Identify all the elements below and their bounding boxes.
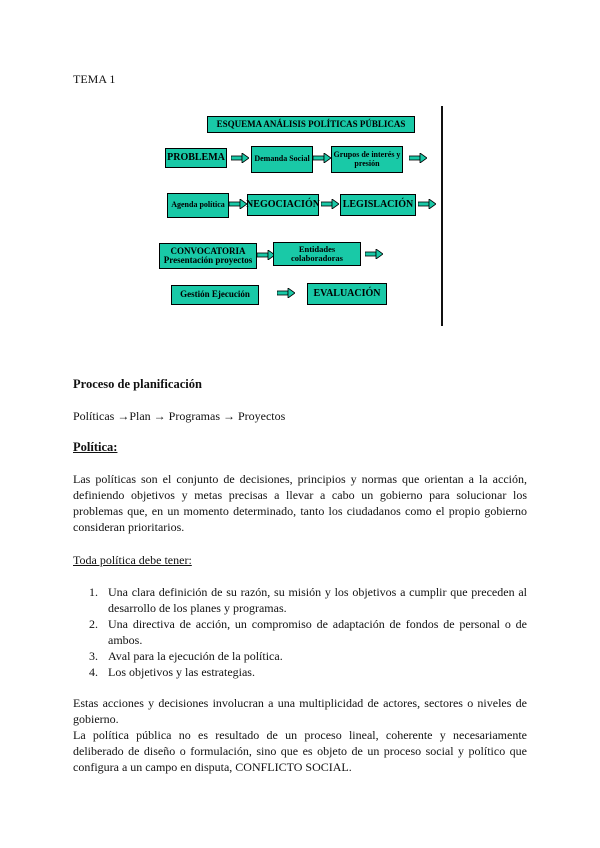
convocatoria-line-2: Presentación proyectos — [163, 255, 253, 265]
list-item-number: 3. — [89, 649, 98, 663]
arrow-right-icon — [313, 153, 331, 163]
planning-flow-text: Políticas →Plan → Programas → Proyectos — [73, 409, 286, 423]
policy-analysis-diagram — [155, 106, 443, 326]
requirements-list — [89, 584, 527, 680]
paragraph-actors: Estas acciones y decisiones involucran a una multiplicidad de actores, sectores o niveles de gobierno. — [73, 696, 527, 726]
box-legislacion: LEGISLACIÓN — [340, 194, 416, 216]
paragraph-conflict: La política pública no es resultado de un proceso lineal, coherente y necesariamente deliberado de diseño o formulación, sino que es objeto de un proceso social y político que configura a un campo en disputa, CONFLICTO SOCIAL. — [73, 728, 527, 774]
list-item-text: Una directiva de acción, un compromiso de adaptación de fondos de personal o de ambos. — [108, 617, 527, 647]
box-demanda-social: Demanda Social — [251, 146, 313, 173]
box-convocatoria — [159, 243, 257, 269]
paragraph-definition: Las políticas son el conjunto de decisiones, principios y normas que orientan a la acción, definiendo objetivos y metas precisas a llevar a cabo un gobierno para solucionar los problemas que, en un momento determinado, tanto los ciudadanos como el propio gobierno consideran prioritarios. — [73, 472, 527, 534]
list-item-text: Los objetivos y las estrategias. — [108, 665, 255, 679]
list-item-text: Una clara definición de su razón, su misión y los objetivos a cumplir que preceden al desarrollo de los planes y programas. — [108, 585, 527, 615]
list-item — [89, 648, 527, 664]
box-gestion-ejecucion: Gestión Ejecución — [171, 285, 259, 305]
section-heading-planificacion: Proceso de planificación — [73, 377, 202, 391]
list-item-number: 1. — [89, 585, 98, 599]
box-evaluacion: EVALUACIÓN — [307, 283, 387, 305]
arrow-right-icon — [277, 288, 295, 298]
box-grupos-interes: Grupos de interés y presión — [331, 146, 403, 173]
convocatoria-line-1: CONVOCATORIA — [170, 245, 246, 256]
box-problema: PROBLEMA — [165, 148, 227, 168]
diagram-border-line — [441, 106, 443, 326]
box-negociacion: NEGOCIACIÓN — [247, 194, 319, 216]
diagram-title-box: ESQUEMA ANÁLISIS POLÍTICAS PÚBLICAS — [207, 116, 415, 133]
arrow-right-icon — [231, 153, 249, 163]
arrow-right-icon — [409, 153, 427, 163]
arrow-right-icon — [229, 199, 247, 209]
box-agenda-politica: Agenda política — [167, 193, 229, 218]
heading-politica: Política: — [73, 440, 118, 454]
box-entidades-colaboradoras: Entidades colaboradoras — [273, 242, 361, 266]
arrow-right-icon — [321, 199, 339, 209]
list-item-number: 4. — [89, 665, 98, 679]
arrow-right-icon — [365, 249, 383, 259]
arrow-right-icon — [418, 199, 436, 209]
list-item — [89, 584, 527, 616]
heading-toda-politica: Toda política debe tener: — [73, 553, 192, 567]
list-item — [89, 664, 527, 680]
list-item — [89, 616, 527, 648]
document-topic-label: TEMA 1 — [73, 72, 116, 86]
list-item-number: 2. — [89, 617, 98, 631]
list-item-text: Aval para la ejecución de la política. — [108, 649, 283, 663]
